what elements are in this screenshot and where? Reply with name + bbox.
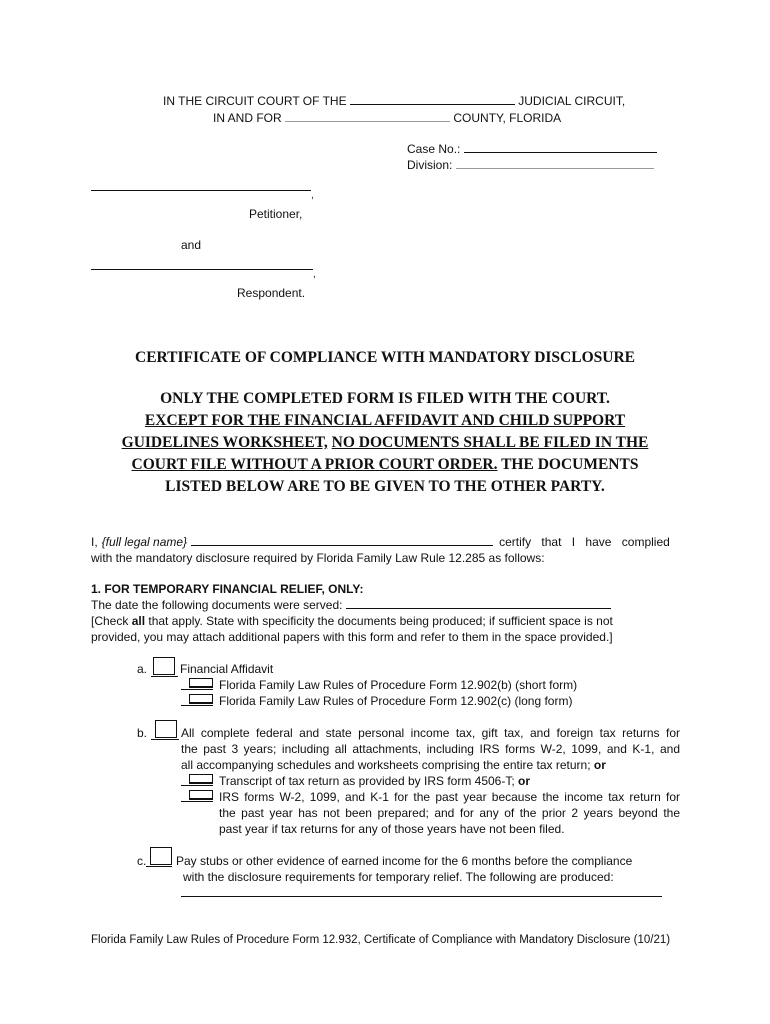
notice-line: ONLY THE COMPLETED FORM IS FILED WITH THE COURT.	[160, 390, 610, 407]
respondent-label: Respondent.	[237, 286, 306, 300]
instructions-text: that apply. State with specificity the documents being produced; if sufficient space is not	[145, 614, 613, 628]
court-header-text: COUNTY, FLORIDA	[453, 111, 562, 125]
page-footer: Florida Family Law Rules of Procedure Form 12.932, Certificate of Compliance with Mandatory Disclosure (10/21)	[91, 934, 671, 946]
instructions-bold: all	[131, 614, 146, 628]
respondent-comma: ,	[313, 269, 316, 280]
court-header-line1	[163, 94, 625, 108]
item-b-sub1-or: or	[514, 774, 531, 788]
notice-line: LISTED BELOW ARE TO BE GIVEN TO THE OTHER PARTY.	[165, 478, 605, 495]
served-date-label: The date the following documents were served:	[91, 598, 343, 612]
court-header-text: IN THE CIRCUIT COURT OF THE	[163, 94, 347, 108]
section-heading: 1. FOR TEMPORARY FINANCIAL RELIEF, ONLY:	[91, 582, 364, 596]
petitioner-comma: ,	[311, 190, 314, 201]
item-b-sub2-line2: the past year has not been prepared; and for any of the prior 2 years beyond the	[219, 806, 680, 820]
notice-line: EXCEPT FOR THE FINANCIAL AFFIDAVIT AND CHILD SUPPORT	[144, 412, 626, 429]
notice-underlined: NO DOCUMENTS SHALL BE FILED IN THE	[331, 434, 649, 451]
item-a-checkbox[interactable]	[153, 657, 175, 675]
notice-line	[0, 434, 770, 452]
division-label: Division:	[407, 158, 453, 172]
item-a-sub1-label: Florida Family Law Rules of Procedure Form 12.902(b) (short form)	[219, 678, 578, 692]
item-a-checkbox-line	[151, 676, 178, 677]
court-header-text: IN AND FOR	[213, 111, 282, 125]
item-c-line2: with the disclosure requirements for temporary relief. The following are produced:	[183, 870, 614, 884]
item-a-letter: a.	[137, 662, 148, 676]
court-header-text: JUDICIAL CIRCUIT,	[518, 94, 626, 108]
instructions-text: [Check	[91, 614, 132, 628]
item-b-sub1-line	[181, 785, 213, 786]
circuit-blank[interactable]	[350, 104, 515, 105]
item-a-sub2-line	[181, 705, 213, 706]
item-c-produced-field[interactable]	[181, 896, 662, 897]
notice-underlined: COURT FILE WITHOUT A PRIOR COURT ORDER.	[131, 456, 498, 473]
item-c-line1: Pay stubs or other evidence of earned income for the 6 months before the compliance	[176, 854, 633, 868]
item-a-sub1-checkbox[interactable]	[189, 678, 213, 688]
instructions-line2: provided, you may attach additional papers with this form and refer to them in the space provided.]	[91, 630, 613, 644]
instructions-line1	[91, 614, 613, 628]
served-date-field[interactable]	[346, 608, 611, 609]
case-no-field[interactable]	[464, 152, 657, 153]
notice-text: THE DOCUMENTS	[501, 456, 639, 473]
full-name-field[interactable]	[191, 545, 493, 546]
petitioner-name-field[interactable]	[91, 190, 311, 191]
notice-line	[0, 456, 770, 474]
item-c-letter: c.	[137, 854, 147, 868]
item-b-sub2-line1: IRS forms W-2, 1099, and K-1 for the past year because the income tax return for	[219, 790, 680, 804]
item-b-sub1-text: Transcript of tax return as provided by IRS form 4506-T;	[219, 774, 515, 788]
certify-line2: with the mandatory disclosure required by Florida Family Law Rule 12.285 as follows:	[91, 551, 545, 565]
item-b-line3-text: all accompanying schedules and worksheets comprising the entire tax return;	[181, 758, 591, 772]
case-no-label: Case No.:	[407, 142, 461, 156]
certify-suffix: certify that I have complied	[499, 535, 670, 549]
notice-underlined: GUIDELINES WORKSHEET,	[121, 434, 328, 451]
item-b-line1: All complete federal and state personal income tax, gift tax, and foreign tax returns for	[181, 726, 680, 740]
court-header-line2	[213, 111, 561, 125]
item-a-sub1-line	[181, 689, 213, 690]
item-b-sub1-label	[219, 774, 530, 788]
county-blank[interactable]	[285, 121, 450, 122]
item-a-sub2-label: Florida Family Law Rules of Procedure Form 12.902(c) (long form)	[219, 694, 573, 708]
item-b-checkbox-line	[151, 739, 179, 740]
item-b-sub2-line	[181, 801, 213, 802]
item-b-or: or	[590, 758, 606, 772]
item-b-checkbox[interactable]	[155, 720, 177, 738]
item-a-label: Financial Affidavit	[180, 662, 274, 676]
item-b-sub2-line3: past year if tax returns for any of those years have not been filed.	[219, 822, 565, 836]
certify-prefix: I,	[91, 535, 98, 549]
and-label: and	[181, 238, 202, 252]
item-b-letter: b.	[137, 726, 148, 740]
item-b-line2: the past 3 years; including all attachments, including IRS forms W-2, 1099, and K-1, and	[181, 742, 680, 756]
petitioner-label: Petitioner,	[249, 207, 303, 221]
item-b-line3	[181, 758, 606, 772]
certify-line1	[91, 535, 680, 549]
division-row	[407, 158, 654, 172]
item-a-sub2-checkbox[interactable]	[189, 694, 213, 704]
full-name-hint: {full legal name}	[101, 535, 188, 549]
division-field[interactable]	[456, 168, 654, 169]
served-date-row	[91, 598, 611, 612]
item-c-checkbox-line	[146, 866, 172, 867]
item-b-sub2-checkbox[interactable]	[189, 790, 213, 800]
case-number-row	[407, 142, 657, 156]
item-c-checkbox[interactable]	[150, 847, 172, 865]
respondent-name-field[interactable]	[91, 269, 313, 270]
item-b-sub1-checkbox[interactable]	[189, 774, 213, 784]
document-title: CERTIFICATE OF COMPLIANCE WITH MANDATORY DISCLOSURE	[135, 349, 635, 366]
